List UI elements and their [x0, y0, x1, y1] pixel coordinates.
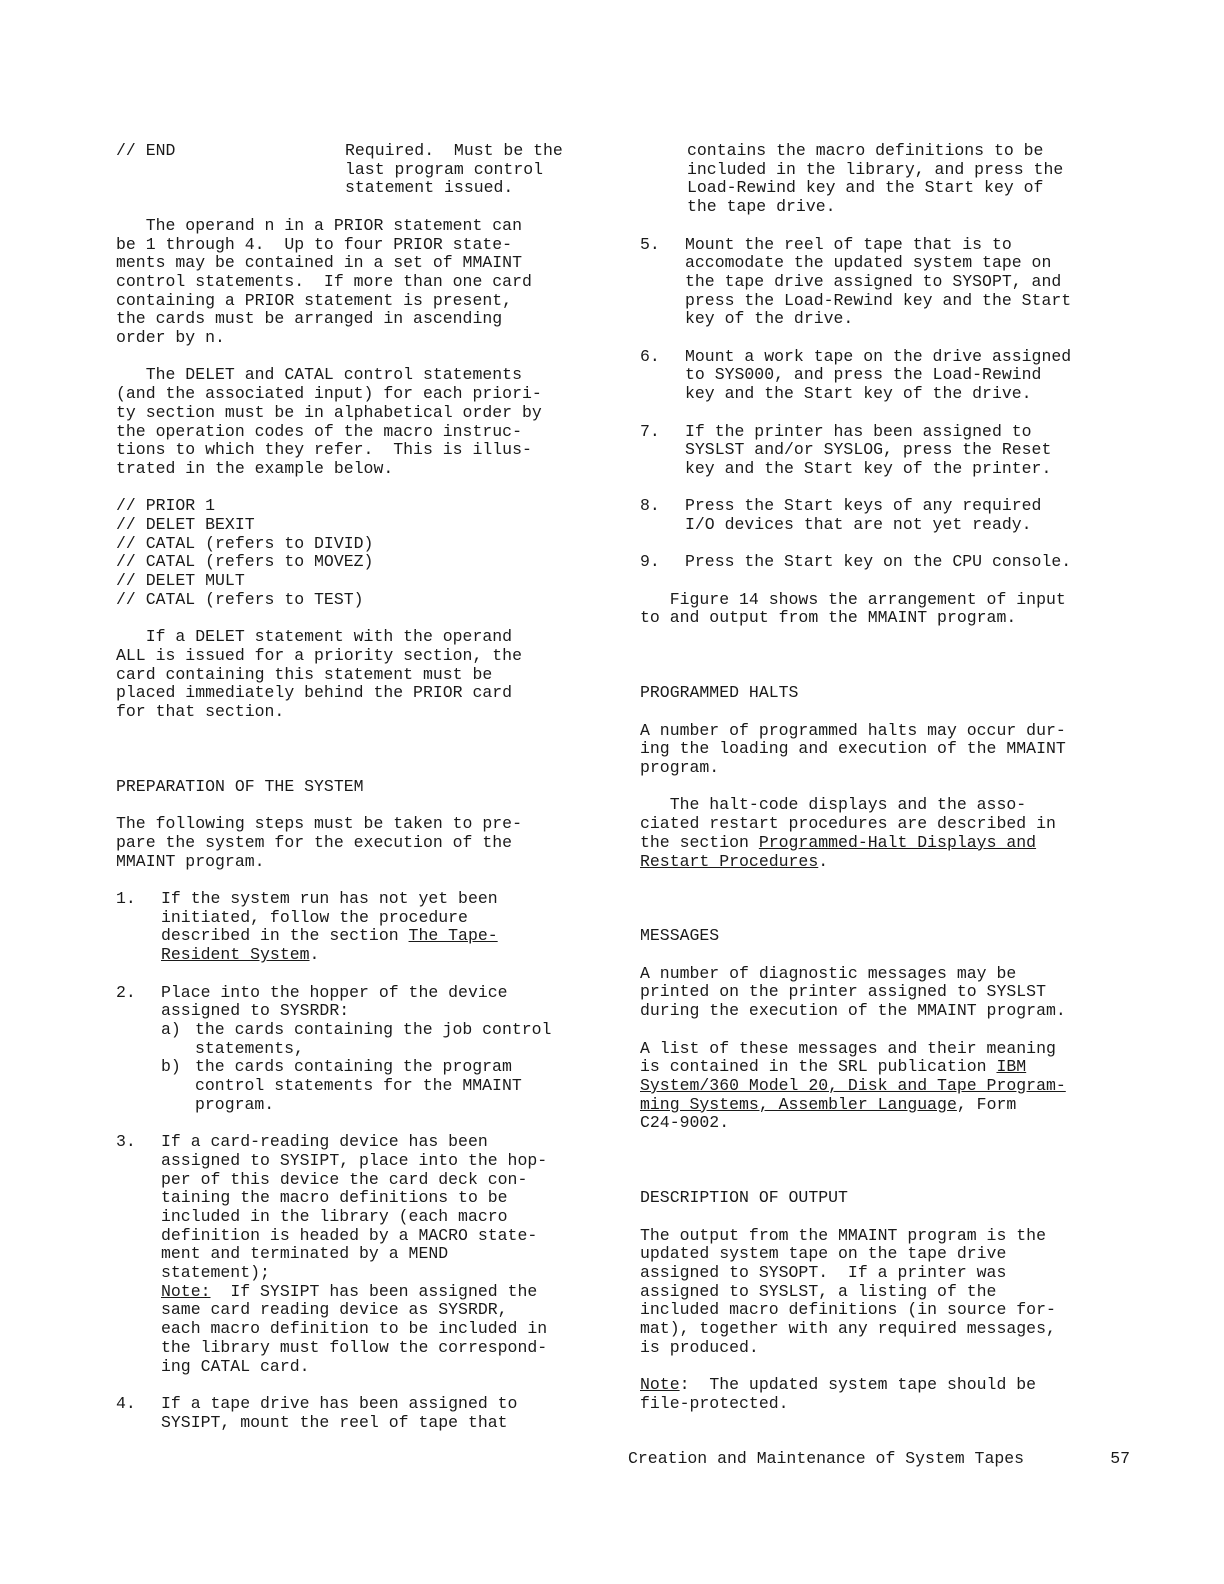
text-line: If a tape drive has been assigned to — [161, 1393, 518, 1413]
example-line: // CATAL (refers to DIVID) — [116, 533, 374, 553]
example-line: // CATAL (refers to TEST) — [116, 589, 364, 609]
text-line: placed immediately behind the PRIOR card — [116, 683, 513, 703]
text-line: Mount a work tape on the drive assigned — [685, 346, 1072, 366]
text-line: key of the drive. — [685, 309, 854, 329]
text-line: trated in the example below. — [116, 458, 394, 478]
section-reference[interactable]: The Tape- — [408, 926, 498, 946]
end-statement — [116, 142, 616, 198]
control-statement-example — [116, 497, 616, 609]
prior-paragraph — [116, 217, 616, 348]
section-reference[interactable]: Restart Procedures — [640, 851, 819, 871]
text-line: initiated, follow the procedure — [161, 907, 468, 927]
text-fragment: described in the section — [161, 926, 409, 946]
text-line — [640, 1077, 1140, 1096]
step-number: 7. — [640, 421, 660, 441]
text-line: taining the macro definitions to be — [161, 1188, 508, 1208]
messages-heading: MESSAGES — [640, 926, 720, 946]
text-line: included in the library (each macro — [161, 1206, 508, 1226]
text-line: C24-9002. — [640, 1113, 730, 1133]
example-line: // CATAL (refers to MOVEZ) — [116, 552, 374, 572]
text-line: printed on the printer assigned to SYSLST — [640, 982, 1046, 1002]
step-body — [161, 1133, 616, 1376]
sub-item-body — [195, 1058, 616, 1114]
halts-paragraph — [640, 722, 1140, 778]
sub-item-body — [195, 1021, 616, 1058]
text-line: ty section must be in alphabetical order by — [116, 402, 542, 422]
sub-item-a — [161, 1021, 616, 1058]
text-line: the library must follow the correspond- — [161, 1337, 548, 1357]
text-line: If a DELET statement with the operand — [116, 627, 513, 647]
step-body — [685, 423, 1140, 479]
text-line: statements, — [195, 1038, 304, 1058]
text-line: the operation codes of the macro instruc- — [116, 421, 522, 441]
text-line: key and the Start key of the drive. — [685, 384, 1032, 404]
text-line: during the execution of the MMAINT program. — [640, 1001, 1066, 1021]
figure-paragraph — [640, 591, 1140, 628]
text-line: to and output from the MMAINT program. — [640, 608, 1017, 628]
publication-reference[interactable]: IBM — [996, 1057, 1027, 1077]
end-desc-line: statement issued. — [345, 178, 514, 198]
delet-all-paragraph — [116, 628, 616, 722]
text-line: for that section. — [116, 702, 285, 722]
text-line: ments may be contained in a set of MMAINT — [116, 253, 522, 273]
text-fragment: , Form — [956, 1094, 1017, 1114]
text-fragment: is contained in the SRL publication — [640, 1057, 997, 1077]
text-line: Press the Start key on the CPU console. — [685, 552, 1072, 572]
step-body — [161, 890, 616, 965]
text-line: assigned to SYSIPT, place into the hop- — [161, 1150, 548, 1170]
text-line: press the Load-Rewind key and the Start — [685, 290, 1072, 310]
output-note — [640, 1376, 1140, 1413]
text-line: the tape drive. — [687, 197, 836, 217]
text-line: A number of programmed halts may occur dur- — [640, 720, 1066, 740]
text-line: the cards containing the program — [195, 1057, 512, 1077]
preparation-intro — [116, 815, 616, 871]
step-7 — [640, 423, 1140, 479]
right-column — [640, 142, 1140, 1432]
text-fragment: . — [818, 851, 829, 871]
text-line: Press the Start keys of any required — [685, 496, 1042, 516]
text-line: Figure 14 shows the arrangement of input — [640, 589, 1066, 609]
step-2 — [116, 984, 616, 1115]
step-number: 4. — [116, 1393, 136, 1413]
text-line: same card reading device as SYSRDR, — [161, 1300, 508, 1320]
text-line: Load-Rewind key and the Start key of — [687, 178, 1044, 198]
text-line: (and the associated input) for each priori- — [116, 384, 542, 404]
text-line: SYSIPT, mount the reel of tape that — [161, 1412, 508, 1432]
step-body — [161, 1395, 616, 1432]
step-1 — [116, 890, 616, 965]
step-8 — [640, 497, 1140, 534]
step-3 — [116, 1133, 616, 1376]
text-line: mat), together with any required messages, — [640, 1319, 1056, 1339]
text-fragment: If SYSIPT has been assigned the — [210, 1281, 538, 1301]
example-line: // DELET MULT — [116, 571, 245, 591]
text-line — [640, 1376, 1140, 1395]
text-line: is produced. — [640, 1337, 759, 1357]
text-line: ALL is issued for a priority section, the — [116, 645, 522, 665]
text-line: each macro definition to be included in — [161, 1319, 548, 1339]
text-line — [161, 946, 616, 965]
programmed-halts-heading: PROGRAMMED HALTS — [640, 683, 799, 703]
note-label: Note: — [161, 1281, 211, 1301]
section-reference[interactable]: Resident System — [161, 945, 310, 965]
end-desc-line: Required. Must be the — [345, 141, 563, 160]
step-number: 3. — [116, 1132, 136, 1152]
text-line — [640, 834, 1140, 853]
text-line — [640, 1058, 1140, 1077]
text-fragment: . — [309, 945, 320, 965]
step-4 — [116, 1395, 616, 1432]
page-number: 57 — [1110, 1449, 1130, 1468]
publication-reference[interactable]: ming Systems, Assembler Language — [640, 1094, 957, 1114]
text-line: be 1 through 4. Up to four PRIOR state- — [116, 234, 513, 254]
text-line: card containing this statement must be — [116, 664, 493, 684]
text-line: included macro definitions (in source for- — [640, 1300, 1056, 1320]
text-line: per of this device the card deck con- — [161, 1169, 528, 1189]
text-line: ment and terminated by a MEND — [161, 1244, 449, 1264]
messages-list-paragraph — [640, 1040, 1140, 1134]
text-line: statement); — [161, 1263, 270, 1283]
text-line: The operand n in a PRIOR statement can — [116, 215, 522, 235]
text-line: A number of diagnostic messages may be — [640, 963, 1017, 983]
text-line: assigned to SYSOPT. If a printer was — [640, 1262, 1007, 1282]
text-line: control statements for the MMAINT — [195, 1076, 522, 1096]
text-line: control statements. If more than one card — [116, 271, 532, 291]
text-line: order by n. — [116, 328, 225, 348]
example-line: // DELET BEXIT — [116, 515, 255, 535]
text-line: Mount the reel of tape that is to — [685, 234, 1012, 254]
text-line: If the printer has been assigned to — [685, 421, 1032, 441]
step-body — [685, 236, 1140, 330]
text-line — [640, 853, 1140, 872]
text-line: key and the Start key of the printer. — [685, 458, 1052, 478]
text-line: to SYS000, and press the Load-Rewind — [685, 365, 1042, 385]
text-line: the cards containing the job control — [195, 1019, 552, 1039]
text-line: ciated restart procedures are described in — [640, 814, 1056, 834]
sub-item-letter: a) — [161, 1019, 181, 1039]
text-line: accomodate the updated system tape on — [685, 253, 1052, 273]
text-line: I/O devices that are not yet ready. — [685, 515, 1032, 534]
text-line: A list of these messages and their meaning — [640, 1038, 1056, 1058]
text-line: Place into the hopper of the device — [161, 982, 508, 1002]
text-line: program. — [195, 1094, 275, 1114]
text-line: The following steps must be taken to pre- — [116, 814, 522, 834]
step-4-continued — [640, 142, 1140, 217]
step-number: 9. — [640, 552, 660, 572]
text-line: contains the macro definitions to be — [687, 141, 1044, 160]
delet-catal-paragraph — [116, 366, 616, 478]
text-line: program. — [640, 758, 720, 778]
example-line: // PRIOR 1 — [116, 496, 216, 516]
text-line: If the system run has not yet been — [161, 889, 498, 908]
section-reference[interactable]: Programmed-Halt Displays and — [758, 832, 1037, 852]
end-statement-label: // END — [116, 141, 176, 160]
end-statement-description — [345, 142, 563, 198]
left-column — [116, 142, 616, 1451]
text-line: file-protected. — [640, 1393, 789, 1413]
halt-codes-paragraph — [640, 796, 1140, 871]
step-number: 6. — [640, 346, 660, 366]
text-fragment: : The updated system tape should be — [679, 1375, 1037, 1395]
text-line — [640, 1096, 1140, 1115]
text-line: the cards must be arranged in ascending — [116, 309, 503, 329]
sub-item-letter: b) — [161, 1057, 181, 1077]
text-line: included in the library, and press the — [687, 159, 1064, 179]
end-desc-line: last program control — [345, 159, 544, 179]
text-fragment: the section — [640, 832, 759, 852]
text-line: the tape drive assigned to SYSOPT, and — [685, 271, 1062, 291]
preparation-heading: PREPARATION OF THE SYSTEM — [116, 776, 364, 796]
text-line: assigned to SYSLST, a listing of the — [640, 1281, 997, 1301]
text-line: ing the loading and execution of the MMAINT — [640, 739, 1066, 759]
text-line: assigned to SYSRDR: — [161, 1001, 350, 1021]
output-heading: DESCRIPTION OF OUTPUT — [640, 1188, 848, 1208]
step-body — [685, 553, 1140, 572]
step-body — [685, 348, 1140, 404]
step-number: 2. — [116, 982, 136, 1002]
step-body — [161, 984, 616, 1115]
step-5 — [640, 236, 1140, 330]
text-line — [161, 927, 616, 946]
text-line: MMAINT program. — [116, 851, 265, 871]
step-number: 1. — [116, 889, 136, 908]
footer-title: Creation and Maintenance of System Tapes — [628, 1449, 1025, 1468]
text-line: SYSLST and/or SYSLOG, press the Reset — [685, 440, 1052, 460]
text-line — [161, 1283, 616, 1302]
text-line: ing CATAL card. — [161, 1356, 310, 1376]
text-line: The output from the MMAINT program is the — [640, 1225, 1046, 1245]
note-label: Note — [640, 1375, 680, 1395]
text-line: The halt-code displays and the asso- — [640, 795, 1027, 815]
text-line: The DELET and CATAL control statements — [116, 365, 522, 385]
text-line: If a card-reading device has been — [161, 1132, 488, 1152]
step-body — [685, 497, 1140, 534]
step-number: 5. — [640, 234, 660, 254]
sub-item-b — [161, 1058, 616, 1114]
text-line: tions to which they refer. This is illus- — [116, 440, 532, 460]
messages-paragraph — [640, 965, 1140, 1021]
publication-reference[interactable]: System/360 Model 20, Disk and Tape Program- — [640, 1075, 1066, 1095]
text-line: definition is headed by a MACRO state- — [161, 1225, 538, 1245]
output-paragraph — [640, 1227, 1140, 1358]
text-line: containing a PRIOR statement is present, — [116, 290, 513, 310]
text-line: pare the system for the execution of the — [116, 832, 513, 852]
step-6 — [640, 348, 1140, 404]
text-line: updated system tape on the tape drive — [640, 1244, 1007, 1264]
step-number: 8. — [640, 496, 660, 516]
page-footer — [628, 1450, 1130, 1469]
step-9 — [640, 553, 1140, 572]
